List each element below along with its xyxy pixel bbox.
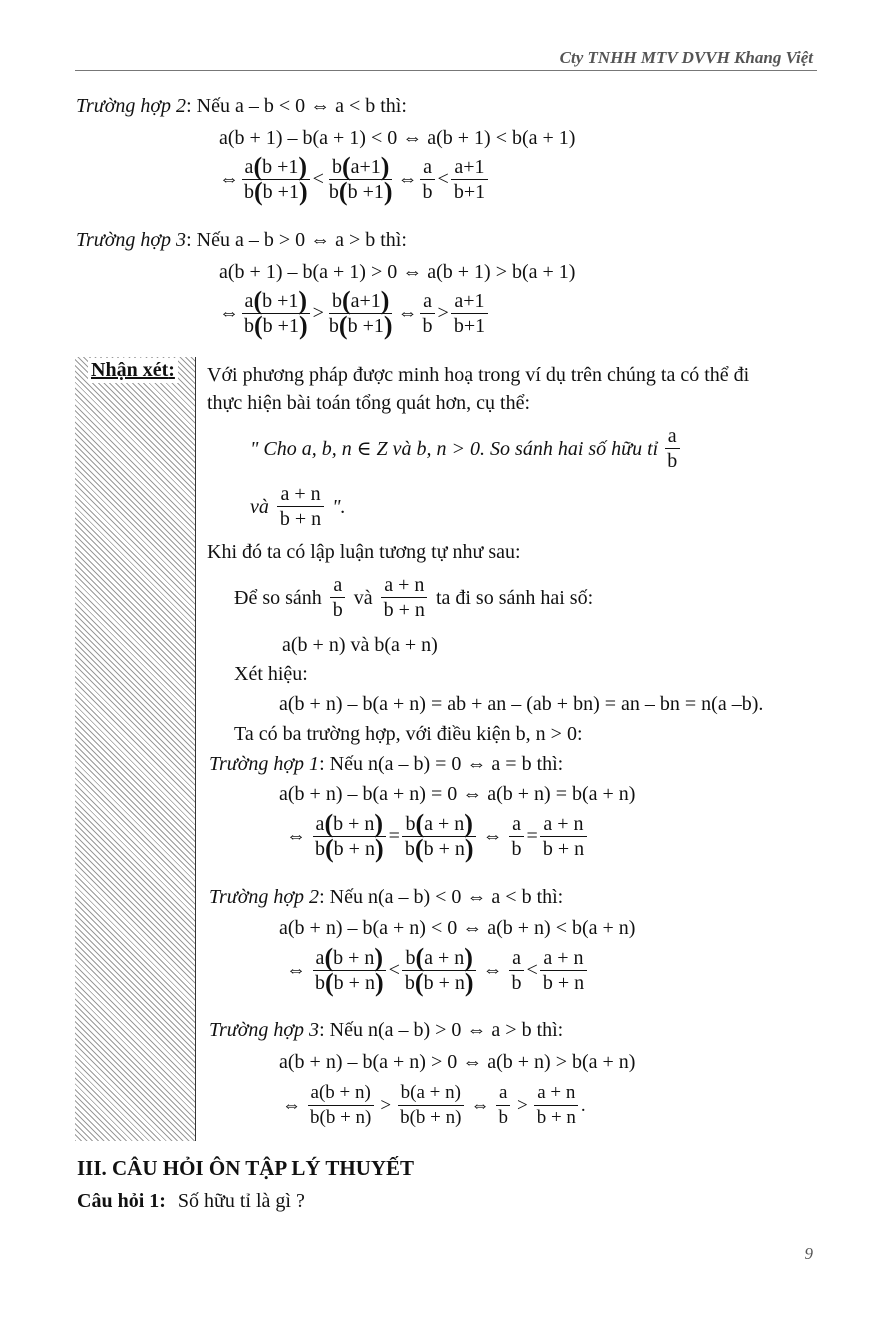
lt-symbol: <: [312, 168, 324, 190]
remark-diff-eq: a(b + n) – b(a + n) = ab + an – (ab + bn) = an – bn = n(a –b).: [279, 693, 764, 715]
remark-case1-heading: Trường hợp 1: Nếu n(a – b) = 0 ⇔ a = b thì:: [209, 753, 564, 775]
case2-heading: [76, 94, 407, 118]
fraction: $\frac{a + n}{b + n}$: [534, 1082, 579, 1129]
fraction: $\frac{a + n}{b + n}$: [540, 813, 587, 860]
remark-quote-2: và $\frac{a + n}{b + n}$ ".: [250, 483, 346, 530]
iff-symbol: ⇔: [219, 302, 239, 324]
remark-diff-label: Xét hiệu:: [234, 663, 308, 685]
remark-case2-fractions: ⇔ $\frac{a(b + n)}{b(b + n)}$ < $\frac{b(a + n)}{b(b + n)}$ ⇔ $\frac{a}{b}$ < $\frac{a + n}{b + n}$: [282, 947, 589, 994]
fraction: $\frac{a}{b}$: [509, 813, 525, 860]
remark-three-cases: Ta có ba trường hợp, với điều kiện b, n > 0:: [234, 723, 583, 745]
fraction: $\frac{b(a+1)}{b(b +1)}$: [328, 152, 393, 206]
fraction: $\frac{a(b +1)}{b(b +1)}$: [241, 156, 311, 203]
fraction: $\frac{a}{b}$: [664, 425, 680, 472]
fraction: $\frac{a}{b}$: [509, 947, 525, 994]
remark-case2-line: a(b + n) – b(a + n) < 0 ⇔ a(b + n) < b(a + n): [279, 917, 636, 939]
fraction: $\frac{a + n}{b + n}$: [381, 574, 428, 621]
fraction: $\frac{a+1}{b+1}$: [451, 156, 488, 203]
header-publisher: Cty TNHH MTV DVVH Khang Việt: [559, 48, 813, 67]
remark-case2-heading: Trường hợp 2: Nếu n(a – b) < 0 ⇔ a < b thì:: [209, 886, 564, 908]
remark-p2: thực hiện bài toán tổng quát hơn, cụ thể:: [207, 392, 531, 414]
gt-symbol: >: [312, 302, 324, 324]
remark-p1: Với phương pháp được minh hoạ trong ví dụ trên chúng ta có thể đi: [207, 364, 750, 386]
fraction: $\frac{a}{b}$: [420, 156, 436, 203]
remark-label: Nhận xét:: [88, 358, 178, 383]
case2-line1: a(b + 1) – b(a + 1) < 0 ⇔ a(b + 1) < b(a + 1): [219, 127, 576, 149]
remark-p3: Khi đó ta có lập luận tương tự như sau:: [207, 541, 521, 563]
fraction: $\frac{a}{b}$: [330, 574, 346, 621]
remark-case1-fractions: ⇔ $\frac{a(b + n)}{b(b + n)}$ = $\frac{b(a + n)}{b(b + n)}$ ⇔ $\frac{a}{b}$ = $\frac{a + n}{b + n}$: [282, 813, 589, 860]
fraction: $\frac{a + n}{b + n}$: [277, 483, 324, 530]
page-number: 9: [804, 1244, 813, 1263]
fraction: $\frac{a + n}{b + n}$: [540, 947, 587, 994]
remark-compare: Để so sánh $\frac{a}{b}$ và $\frac{a + n}{b + n}$ ta đi so sánh hai số:: [234, 574, 594, 621]
question-1: Câu hỏi 1: Số hữu tỉ là gì ?: [77, 1190, 305, 1212]
iff-symbol: ⇔: [219, 168, 239, 190]
fraction: $\frac{a+1}{b+1}$: [451, 290, 488, 337]
fraction: $\frac{a}{b}$: [495, 1082, 511, 1129]
remark-case3-heading: Trường hợp 3: Nếu n(a – b) > 0 ⇔ a > b thì:: [209, 1019, 564, 1041]
remark-hatch-panel: [75, 357, 196, 1141]
case3-line2: [219, 286, 490, 340]
fraction: $\frac{b(a + n)}{b(b + n)}$: [402, 813, 477, 860]
fraction: $\frac{a(b + n)}{b(b + n)}$: [312, 813, 387, 860]
case3-label: Trường hợp 3: [76, 229, 187, 251]
case2-label: Trường hợp 2: [76, 95, 187, 117]
lt-symbol: <: [437, 168, 449, 190]
remark-quote-1: " Cho a, b, n ∈ Z và b, n > 0. So sánh hai số hữu tỉ $\frac{a}{b}$: [250, 425, 682, 472]
header-rule: [75, 70, 817, 71]
case3-heading: [76, 228, 407, 252]
fraction: $\frac{a(b + n)}{b(b + n)}$: [307, 1082, 374, 1129]
fraction: $\frac{a}{b}$: [420, 290, 436, 337]
iff-symbol: ⇔: [397, 302, 418, 324]
case3-text: : Nếu a – b > 0 ⇔ a > b thì:: [186, 229, 407, 251]
remark-two-numbers: a(b + n) và b(a + n): [282, 634, 438, 656]
fraction: $\frac{b(a + n)}{b(b + n)}$: [402, 947, 477, 994]
remark-case3-line: a(b + n) – b(a + n) > 0 ⇔ a(b + n) > b(a + n): [279, 1051, 636, 1073]
fraction: $\frac{b(a + n)}{b(b + n)}$: [397, 1082, 464, 1129]
case2-text: : Nếu a – b < 0 ⇔ a < b thì:: [186, 95, 407, 117]
fraction: $\frac{a(b + n)}{b(b + n)}$: [312, 947, 387, 994]
case3-line1: a(b + 1) – b(a + 1) > 0 ⇔ a(b + 1) > b(a + 1): [219, 261, 576, 283]
section-title: III. CÂU HỎI ÔN TẬP LÝ THUYẾT: [77, 1156, 415, 1180]
case2-line2: [219, 152, 490, 206]
gt-symbol: >: [437, 302, 449, 324]
remark-case1-line: a(b + n) – b(a + n) = 0 ⇔ a(b + n) = b(a + n): [279, 783, 636, 805]
iff-symbol: ⇔: [397, 168, 418, 190]
fraction: $\frac{b(a+1)}{b(b +1)}$: [328, 286, 393, 340]
remark-case3-fractions: ⇔ $\frac{a(b + n)}{b(b + n)}$ > $\frac{b(a + n)}{b(b + n)}$ ⇔ $\frac{a}{b}$ > $\frac{a + n}{b + n}$ .: [282, 1082, 586, 1128]
fraction: $\frac{a(b +1)}{b(b +1)}$: [241, 290, 311, 337]
